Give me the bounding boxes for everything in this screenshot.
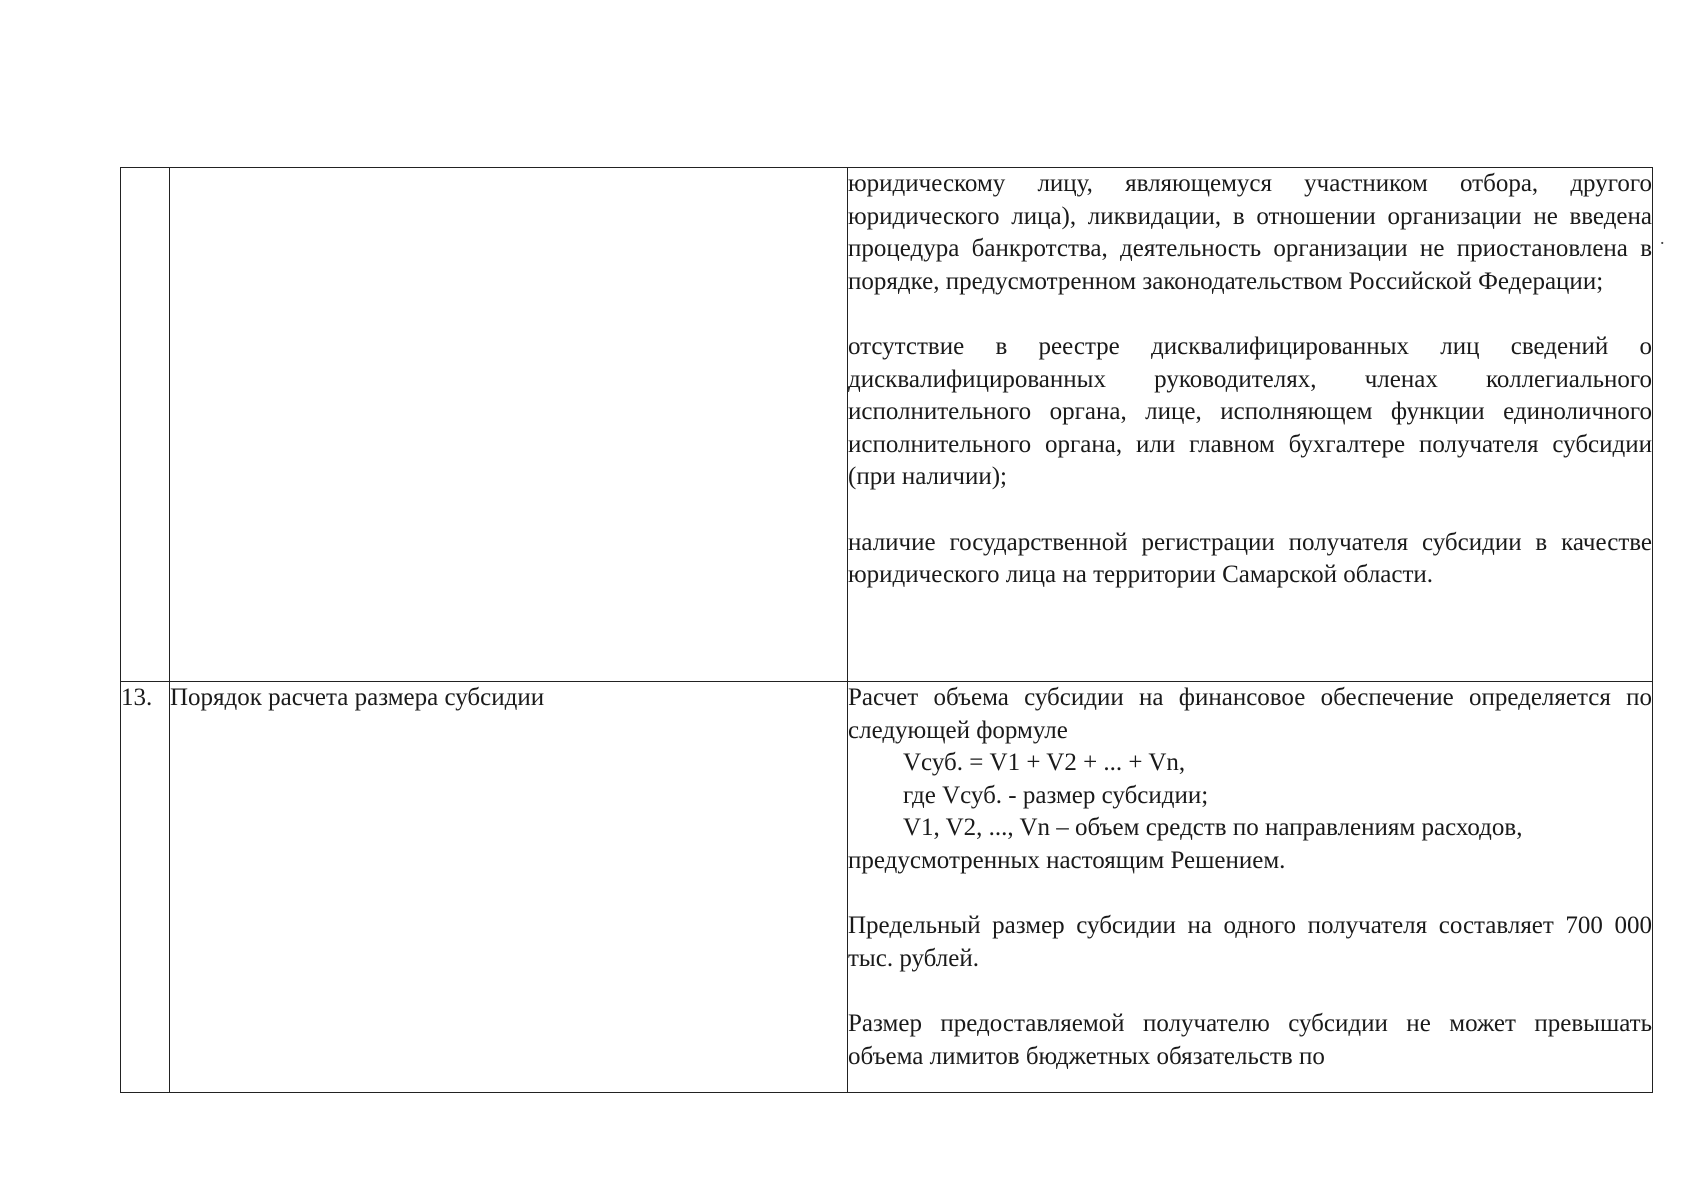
- formula-explain-line-2: предусмотренных настоящим Решением.: [848, 846, 1286, 874]
- formula-where: где Vсуб. - размер субсидии;: [903, 781, 1209, 809]
- paragraph-state-registration: наличие государственной регистрации получателя субсидии в качестве юридического лица на территории Самарской области.: [848, 528, 1652, 588]
- row-content: [848, 168, 1653, 682]
- row-content: [848, 682, 1653, 1093]
- margin-mark: .: [1660, 228, 1665, 248]
- paragraph-limit: Предельный размер субсидии на одного получателя составляет 700 000 тыс. рублей.: [848, 912, 1652, 972]
- formula-intro: Расчет объема субсидии на финансовое обеспечение определяется по следующей формуле: [848, 684, 1652, 744]
- row-title: [170, 168, 848, 682]
- formula: Vсуб. = V1 + V2 + ... + Vn,: [903, 749, 1186, 776]
- paragraph-size: Размер предоставляемой получателю субсидии не может превышать объема лимитов бюджетных обязательств по: [848, 1010, 1652, 1070]
- formula-block: [848, 747, 1652, 877]
- table-row: [121, 682, 1653, 1093]
- formula-explain-line-1: V1, V2, ..., Vn – объем средств по направлениям расходов,: [903, 814, 1523, 841]
- paragraph-liquidation: юридическому лицу, являющемуся участником отбора, другого юридического лица), ликвидации, в отношении организации не введена процедура банкротства, деятельность организации не приостановлена в порядке, предусмотренном законодательством Российской Федерации;: [848, 170, 1652, 295]
- row-title: Порядок расчета размера субсидии: [170, 682, 848, 1093]
- document-table: [120, 167, 1653, 1093]
- row-number: [121, 168, 170, 682]
- paragraph-disqualified-registry: отсутствие в реестре дисквалифицированных лиц сведений о дисквалифицированных руководителях, членах коллегиального исполнительного органа, лице, исполняющем функции единоличного исполнительного органа, или главном бухгалтере получателя субсидии (при наличии);: [848, 333, 1652, 490]
- table-row: [121, 168, 1653, 682]
- row-number: 13.: [121, 682, 170, 1093]
